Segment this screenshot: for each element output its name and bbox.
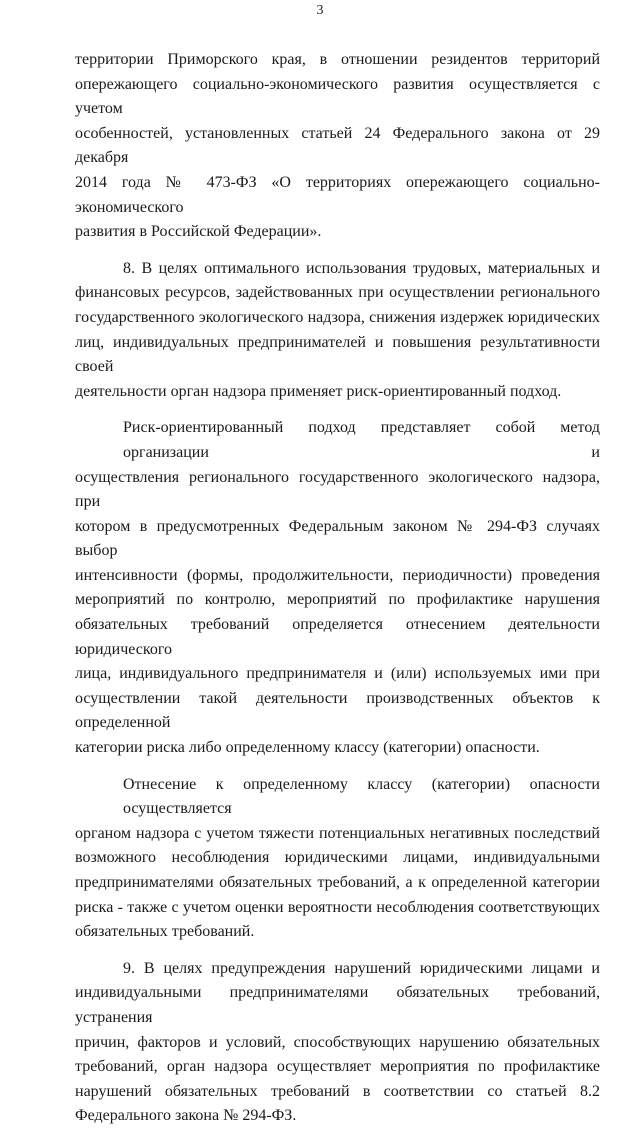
paragraph: [75, 773, 600, 945]
text-line: мероприятий по контролю, мероприятий по профилактике нарушения: [75, 591, 600, 609]
text-line: 9. В целях предупреждения нарушений юридическими лицами и: [123, 959, 600, 977]
text-line: государственного экологического надзора, снижения издержек юридических: [75, 308, 600, 326]
text-line: органом надзора с учетом тяжести потенциальных негативных последствий: [75, 824, 600, 842]
text-line: 8. В целях оптимального использования трудовых, материальных и: [123, 259, 600, 277]
text-line: риска - также с учетом оценки вероятности несоблюдения соответствующих: [75, 898, 600, 916]
text-line: Риск-ориентированный подход представляет собой метод организации и: [123, 419, 600, 461]
text-line: обязательных требований определяется отнесением деятельности юридического: [75, 616, 600, 658]
text-line: интенсивности (формы, продолжительности, периодичности) проведения: [75, 566, 600, 584]
text-line: возможного несоблюдения юридическими лицами, индивидуальными: [75, 849, 600, 867]
text-line: 2014 года № 473-ФЗ «О территориях опережающего социально-экономического: [75, 173, 600, 216]
paragraph: [75, 257, 600, 405]
text-line: предпринимателями обязательных требований, а к определенной категории: [75, 874, 600, 891]
text-line: территории Приморского края, в отношении резидентов территорий: [75, 51, 600, 68]
text-line: лиц, индивидуальных предпринимателей и повышения результативности своей: [75, 333, 600, 376]
text-line: лица, индивидуального предпринимателя и (или) используемых ими при: [75, 665, 600, 683]
paragraph-gap: [75, 404, 600, 416]
paragraph-gap: [75, 245, 600, 257]
paragraph: [75, 957, 600, 1129]
text-line: обязательных требований.: [75, 923, 255, 941]
text-line: Отнесение к определенному классу (категории) опасности осуществляется: [123, 775, 600, 818]
text-line: осуществлении такой деятельности производственных объектов к определенной: [75, 689, 600, 732]
paragraph-gap: [75, 761, 600, 773]
text-line: деятельности орган надзора применяет риск-ориентированный подход.: [75, 382, 562, 400]
paragraph: [75, 48, 600, 245]
text-line: категории риска либо определенному классу (категории) опасности.: [75, 739, 540, 757]
paragraph-gap: [75, 945, 600, 957]
text-line: нарушений обязательных требований в соответствии со статьей 8.2: [75, 1082, 600, 1100]
text-line: опережающего социально-экономического развития осуществляется с учетом: [75, 75, 600, 118]
page-number: 3: [316, 3, 324, 18]
paragraph: [75, 416, 600, 760]
document-body: [75, 48, 600, 1129]
text-line: котором в предусмотренных Федеральным законом № 294-ФЗ случаях выбор: [75, 517, 600, 560]
text-line: особенностей, установленных статьей 24 Федерального закона от 29 декабря: [75, 124, 600, 167]
text-line: развития в Российской Федерации».: [75, 223, 322, 241]
text-line: причин, факторов и условий, способствующих нарушению обязательных: [75, 1033, 600, 1051]
text-line: требований, орган надзора осуществляет мероприятия по профилактике: [75, 1058, 600, 1076]
text-line: осуществления регионального государственного экологического надзора, при: [75, 468, 600, 511]
text-line: финансовых ресурсов, задействованных при осуществлении регионального: [75, 284, 600, 302]
text-line: индивидуальными предпринимателями обязательных требований, устранения: [75, 984, 600, 1026]
text-line: Федерального закона № 294-ФЗ.: [75, 1107, 297, 1125]
